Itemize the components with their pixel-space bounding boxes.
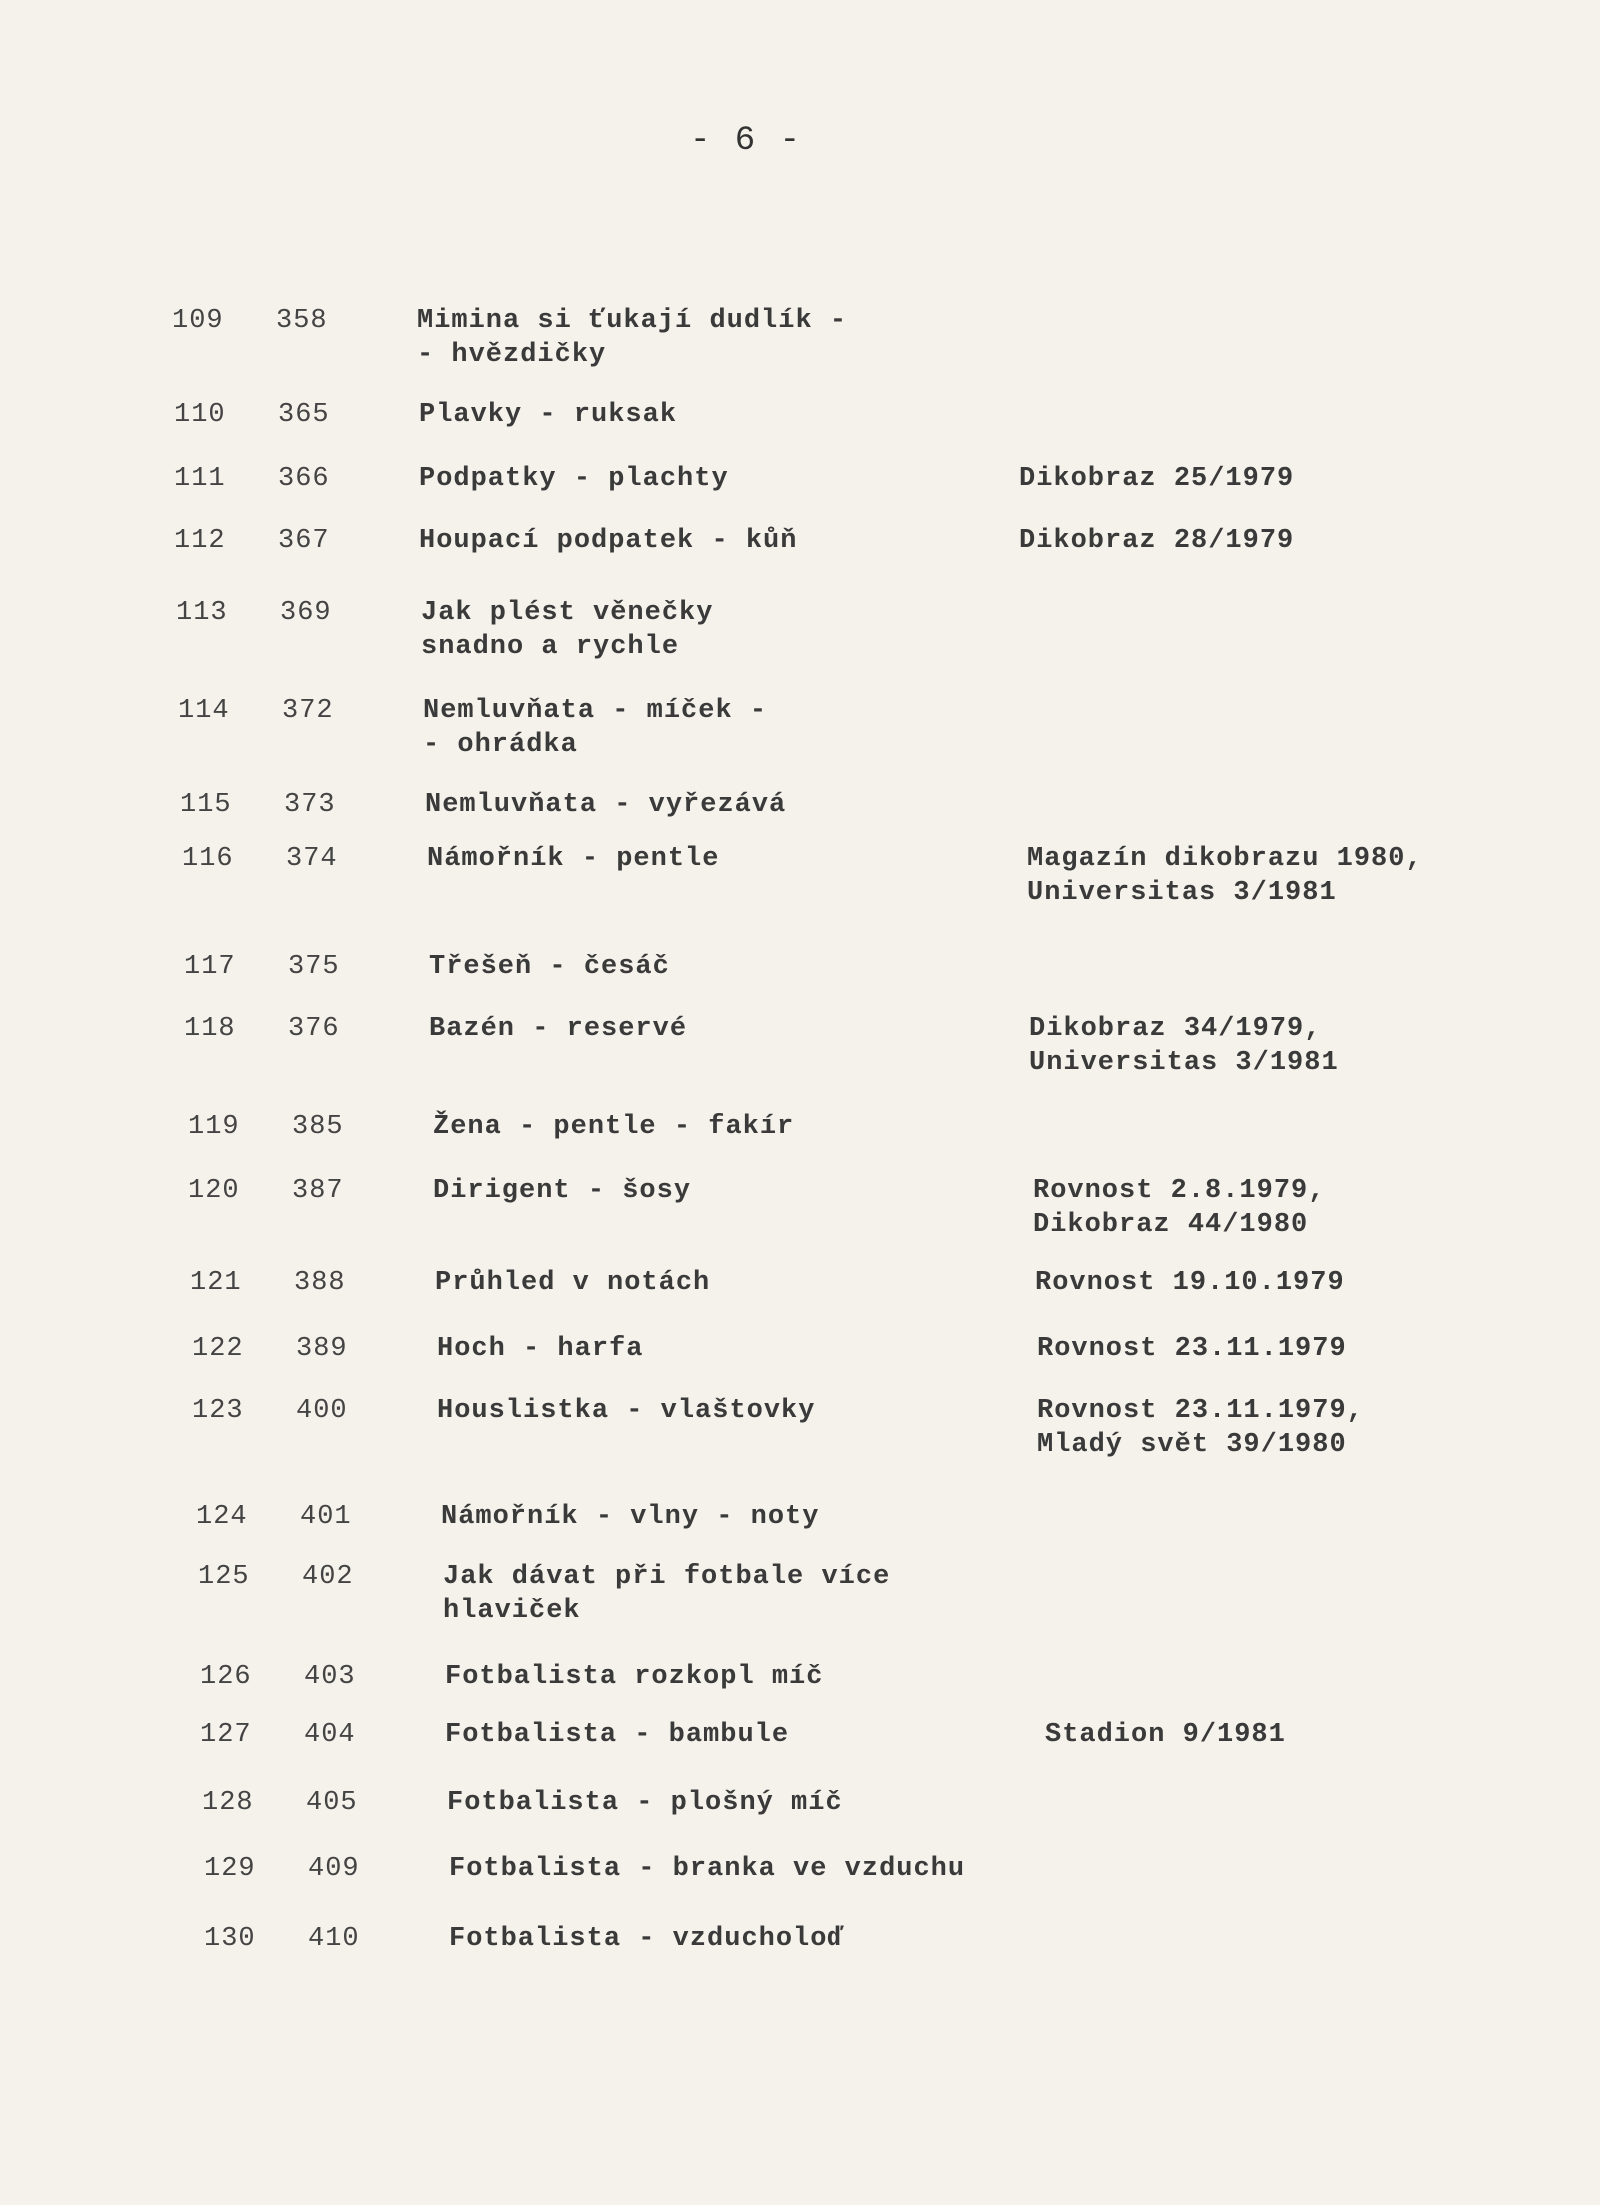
entry-number: 112 [174, 526, 226, 556]
entry-number: 118 [184, 1014, 236, 1044]
entry-title: Jak dávat při fotbale více hlaviček [443, 1562, 891, 1626]
entry-number: 114 [178, 696, 230, 726]
entry-number: 115 [180, 790, 232, 820]
entry-number: 121 [190, 1268, 242, 1298]
entry-number: 125 [198, 1562, 250, 1592]
page-number: - 6 - [690, 122, 803, 160]
entry-title: Fotbalista - plošný míč [447, 1788, 843, 1818]
entry-number: 117 [184, 952, 236, 982]
entry-code: 358 [276, 306, 328, 336]
entry-source: Dikobraz 25/1979 [1019, 464, 1295, 494]
entry-row [184, 1012, 1584, 1092]
entry-row [182, 842, 1582, 922]
entry-title: Hoch - harfa [437, 1334, 644, 1364]
entry-code: 388 [294, 1268, 346, 1298]
entry-title: Dirigent - šosy [433, 1176, 692, 1206]
entry-code: 409 [308, 1854, 360, 1884]
entry-number: 120 [188, 1176, 240, 1206]
entry-code: 403 [304, 1662, 356, 1692]
entry-title: Plavky - ruksak [419, 400, 678, 430]
entry-code: 385 [292, 1112, 344, 1142]
entry-code: 405 [306, 1788, 358, 1818]
entry-number: 109 [172, 306, 224, 336]
entry-row [198, 1560, 1598, 1640]
entry-source: Rovnost 2.8.1979, Dikobraz 44/1980 [1033, 1176, 1326, 1240]
entry-title: Námořník - pentle [427, 844, 720, 874]
entry-title: Průhled v notách [435, 1268, 711, 1298]
entry-row [204, 1922, 1600, 2002]
entry-row [172, 304, 1572, 384]
entry-code: 374 [286, 844, 338, 874]
entry-code: 366 [278, 464, 330, 494]
entry-number: 123 [192, 1396, 244, 1426]
entry-code: 376 [288, 1014, 340, 1044]
entry-source: Rovnost 23.11.1979, Mladý svět 39/1980 [1037, 1396, 1364, 1460]
entry-code: 404 [304, 1720, 356, 1750]
entry-code: 373 [284, 790, 336, 820]
entry-source: Dikobraz 34/1979, Universitas 3/1981 [1029, 1014, 1339, 1078]
entry-source: Rovnost 23.11.1979 [1037, 1334, 1347, 1364]
entry-number: 128 [202, 1788, 254, 1818]
entry-title: Fotbalista - bambule [445, 1720, 790, 1750]
entry-title: Bazén - reservé [429, 1014, 688, 1044]
entry-title: Námořník - vlny - noty [441, 1502, 820, 1532]
entry-title: Podpatky - plachty [419, 464, 729, 494]
entry-number: 127 [200, 1720, 252, 1750]
entry-code: 372 [282, 696, 334, 726]
entry-number: 110 [174, 400, 226, 430]
entry-code: 365 [278, 400, 330, 430]
entry-number: 129 [204, 1854, 256, 1884]
entry-code: 410 [308, 1924, 360, 1954]
entry-source: Dikobraz 28/1979 [1019, 526, 1295, 556]
entry-title: Fotbalista - vzducholoď [449, 1924, 845, 1954]
entry-title: Třešeň - česáč [429, 952, 670, 982]
entry-title: Nemluvňata - míček - - ohrádka [423, 696, 768, 760]
entry-number: 116 [182, 844, 234, 874]
entry-source: Magazín dikobrazu 1980, Universitas 3/1981 [1027, 844, 1423, 908]
entry-number: 126 [200, 1662, 252, 1692]
entry-code: 401 [300, 1502, 352, 1532]
entry-source: Rovnost 19.10.1979 [1035, 1268, 1345, 1298]
entry-title: Houpací podpatek - kůň [419, 526, 798, 556]
entry-title: Fotbalista - branka ve vzduchu [449, 1854, 966, 1884]
entry-code: 375 [288, 952, 340, 982]
entry-code: 387 [292, 1176, 344, 1206]
entry-code: 402 [302, 1562, 354, 1592]
entry-source: Stadion 9/1981 [1045, 1720, 1286, 1750]
entry-row [188, 1174, 1588, 1254]
entry-title: Jak plést věnečky snadno a rychle [421, 598, 714, 662]
entry-number: 119 [188, 1112, 240, 1142]
entry-code: 369 [280, 598, 332, 628]
entry-number: 130 [204, 1924, 256, 1954]
entry-code: 400 [296, 1396, 348, 1426]
entry-title: Nemluvňata - vyřezává [425, 790, 787, 820]
entry-title: Fotbalista rozkopl míč [445, 1662, 824, 1692]
entry-number: 113 [176, 598, 228, 628]
entry-title: Mimina si ťukají dudlík - - hvězdičky [417, 306, 848, 370]
entry-row [176, 596, 1576, 676]
entry-title: Žena - pentle - fakír [433, 1112, 795, 1142]
entry-number: 111 [174, 464, 226, 494]
entry-title: Houslistka - vlaštovky [437, 1396, 816, 1426]
entry-code: 367 [278, 526, 330, 556]
entry-number: 122 [192, 1334, 244, 1364]
entry-row [178, 694, 1578, 774]
entry-row [192, 1394, 1592, 1474]
entry-row [204, 1852, 1600, 1932]
entry-number: 124 [196, 1502, 248, 1532]
entry-code: 389 [296, 1334, 348, 1364]
entry-row [174, 524, 1574, 604]
